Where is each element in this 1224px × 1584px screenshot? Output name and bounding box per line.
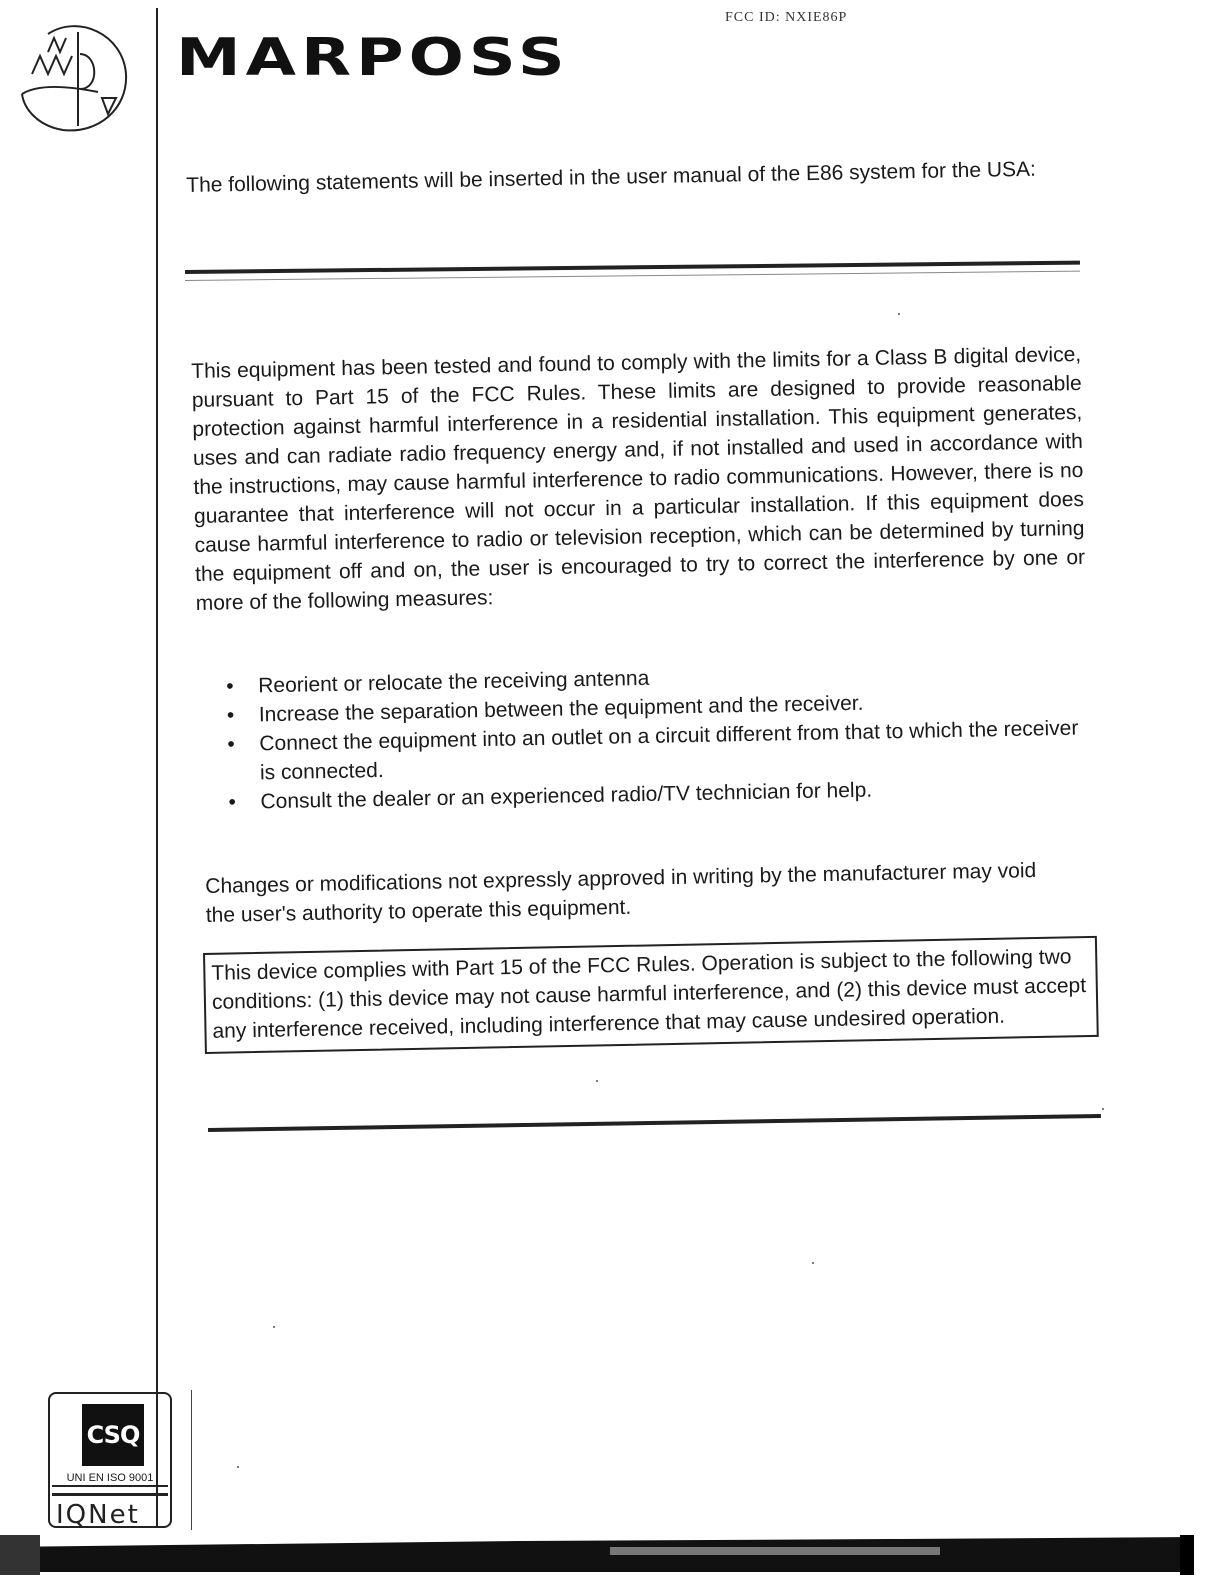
scan-speck bbox=[273, 1326, 275, 1328]
marposs-emblem-logo bbox=[18, 14, 130, 136]
measures-list bbox=[224, 655, 1087, 816]
fcc-class-b-paragraph: This equipment has been tested and found to comply with the limits for a Class B digital device, pursuant to Part 15 of the FCC Rules. These limits are designed to provide reasonable protection against harmful interference in a residential installation. This equipment generates, uses and can radiate radio frequency energy and, if not installed and used in accordance with the instructions, may cause harmful interference to radio communications. However, there is no guarantee that interference will not occur in a particular installation. If this equipment does cause harmful interference to radio or television reception, which can be determined by turning the equipment off and on, the user is encouraged to try to correct the interference by one or more of the following measures: bbox=[191, 342, 1086, 615]
brand-wordmark: MARPOSS bbox=[176, 28, 570, 88]
bottom-divider-rule bbox=[208, 1114, 1101, 1132]
fcc-id-label: FCC ID: NXIE86P bbox=[725, 10, 848, 25]
intro-statement: The following statements will be inserted in the user manual of the E86 system for the USA: bbox=[186, 157, 1037, 197]
bullet-icon: • bbox=[226, 674, 234, 698]
left-margin-rule bbox=[156, 8, 158, 1528]
scan-speck bbox=[1102, 1108, 1104, 1110]
scan-speck bbox=[812, 1262, 814, 1264]
modifications-paragraph: Changes or modifications not expressly approved in writing by the manufacturer may void the user's authority to operate this equipment. bbox=[205, 859, 1037, 927]
bullet-icon: • bbox=[228, 790, 237, 814]
measure-text: Connect the equipment into an outlet on a circuit different from that to which the receiver is connected. bbox=[259, 716, 1079, 785]
measure-text: Increase the separation between the equipment and the receiver. bbox=[258, 691, 864, 727]
scan-speck bbox=[596, 1080, 598, 1082]
scan-speck bbox=[898, 313, 900, 315]
bullet-icon: • bbox=[226, 703, 235, 727]
scan-edge-artifact bbox=[0, 1525, 1224, 1584]
csq-logo: CSQ bbox=[82, 1404, 144, 1466]
part15-notice-text: This device complies with Part 15 of the FCC Rules. Operation is subject to the following two conditions: (1) this device may not cause harmful interference, and (2) this device must accept any interference received, including interference that may cause undesired operation. bbox=[211, 945, 1087, 1043]
part15-notice-box bbox=[203, 936, 1099, 1054]
measure-text: Consult the dealer or an experienced radio/TV technician for help. bbox=[260, 778, 873, 814]
measure-text: Reorient or relocate the receiving antenna bbox=[258, 666, 650, 698]
scan-speck bbox=[237, 1466, 239, 1468]
iso-standard-label: UNI EN ISO 9001 bbox=[52, 1472, 168, 1487]
iqnet-label: IQNet bbox=[56, 1500, 140, 1530]
left-margin-rule-secondary bbox=[191, 1390, 192, 1530]
bullet-icon: • bbox=[227, 732, 235, 756]
certification-rule bbox=[52, 1493, 168, 1496]
